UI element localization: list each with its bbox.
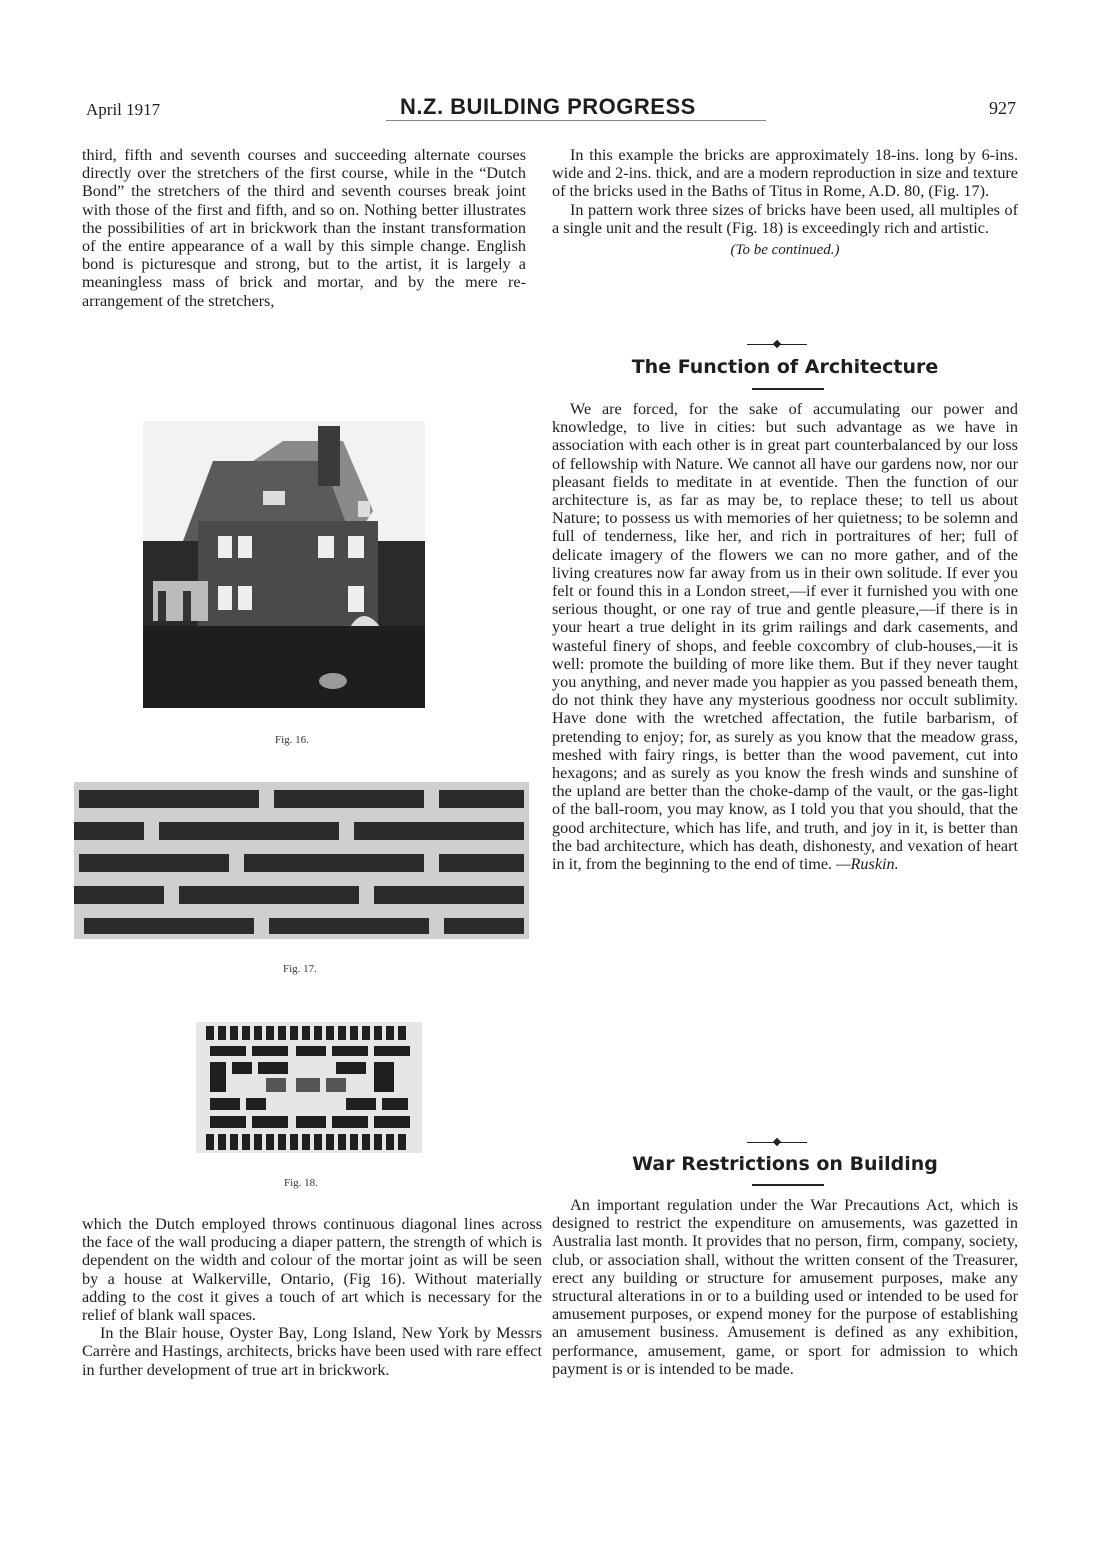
figure-17-caption: Fig. 17.: [283, 963, 317, 975]
page-number: 927: [989, 98, 1016, 118]
author-attribution: —Ruskin.: [836, 855, 899, 874]
long-brick-pattern: [74, 782, 529, 939]
figure-18-caption: Fig. 18.: [284, 1177, 318, 1189]
article-body-function-of-architecture: [552, 400, 1018, 873]
paragraph: which the Dutch employed throws continuous diagonal lines across the face of the wall producing a diaper pattern, the strength of which is dependent on the width and colour of the mortar joint as will be seen by a house at Walkerville, Ontario, (Fig 16). Without materially adding to the cost it gives a touch of art which is necessary for the relief of blank wall spaces.: [82, 1215, 542, 1325]
paragraph: An important regulation under the War Precautions Act, which is designed to restrict the expenditure on amusements, was gazetted in Australia last month. It provides that no person, firm, company, society, club, or association shall, without the written consent of the Treasurer, erect any building or structure for amusement purposes, make any structural alterations in or to a building used or intended to be used for amusement purposes, or expend money for the purpose of establishing an amusement business. Amusement is defined as any exhibition, performance, amusement, game, or sport for admission to which payment is or is intended to be made.: [552, 1196, 1018, 1378]
article-body-war-restrictions: [552, 1196, 1018, 1378]
pattern-brick-panel: [196, 1022, 422, 1153]
header-rule: [386, 120, 766, 121]
page-header: [86, 94, 1016, 128]
figure-16-house-photo: [143, 421, 425, 708]
section-ornament: [747, 340, 807, 348]
house-illustration: [143, 421, 425, 708]
figure-18-pattern-brickwork: [196, 1022, 422, 1153]
article-heading-function-of-architecture: The Function of Architecture: [631, 356, 939, 378]
to-be-continued-note: (To be continued.): [730, 242, 840, 259]
paragraph: In pattern work three sizes of bricks have been used, all multiples of a single unit and the result (Fig. 18) is exceedingly rich and artistic.: [552, 200, 1018, 237]
article-heading-war-restrictions: War Restrictions on Building: [632, 1153, 938, 1175]
figure-16-caption: Fig. 16.: [275, 734, 309, 746]
heading-underline: [752, 388, 824, 390]
article-text: We are forced, for the sake of accumulating our power and knowledge, to live in cities: but such advantage as we have in association with each other is in great part counterbalanced by our loss of fellowship with Nature. We cannot all have our gardens now, nor our pleasant fields to meditate in at eventide. Then the function of our architecture is, as far as may be, to replace these; to tell us about Nature; to possess us with memories of her quietness; to be solemn and full of tenderness, like her, and rich in portraitures of her; full of delicate imagery of the flowers we can no more gather, and of the living creatures now far away from us in their own solitude. If ever you felt or found this in a London street,—if ever it furnished you with one serious thought, or one ray of true and gentle pleasure,—if there is in your heart a true delight in its grim railings and dark casements, and wasteful finery of shops, and feeble coxcombry of club-houses,—it is well: promote the building of more like them. But if they never taught you anything, and never made you happier as you passed beneath them, do not think they have any mysterious goodness nor occult sublimity. Have done with the wretched affectation, the futile barbarism, of pretending to enjoy; for, as surely as you know that the meadow grass, meshed with fairy rings, is better than the wood pavement, cut into hexagons; and as surely as you know the fresh winds and sunshine of the upland are better than the choke-damp of the vault, or the gas-light of the ball-room, you may know, as I told you that you should, that the good architecture, which has life, and truth, and joy in it, is better than the bad architecture, which has death, dishonesty, and vexation of heart in it, from the beginning to the end of time.: [552, 400, 1018, 874]
left-column-bottom-text: [82, 1215, 542, 1379]
publication-title: N.Z. BUILDING PROGRESS: [400, 94, 696, 119]
heading-underline: [752, 1184, 824, 1186]
figure-17-roman-bricks: [74, 782, 529, 939]
paragraph: In this example the bricks are approximately 18-ins. long by 6-ins. wide and 2-ins. thick, and are a modern reproduction in size and texture of the bricks used in the Baths of Titus in Rome, A.D. 80, (Fig. 17).: [552, 146, 1018, 201]
paragraph: [552, 400, 1018, 873]
paragraph: In the Blair house, Oyster Bay, Long Island, New York by Messrs Carrère and Hastings, architects, bricks have been used with rare effect in further development of true art in brickwork.: [82, 1324, 542, 1379]
issue-date: April 1917: [86, 100, 161, 119]
left-column-top-text: [82, 146, 526, 310]
paragraph: third, fifth and seventh courses and succeeding alternate courses directly over the stretchers of the first course, while in the “Dutch Bond” the stretchers of the third and seventh courses break joint with those of the first and fifth, and so on. Nothing better illustrates the possibilities of art in brickwork than the instant transformation of the entire appearance of a wall by this simple change. English bond is picturesque and strong, but to the artist, it is largely a meaningless mass of brick and mortar, and by the mere re-arrangement of the stretchers,: [82, 146, 526, 310]
section-ornament: [747, 1138, 807, 1146]
right-column-continuation: [552, 146, 1018, 259]
